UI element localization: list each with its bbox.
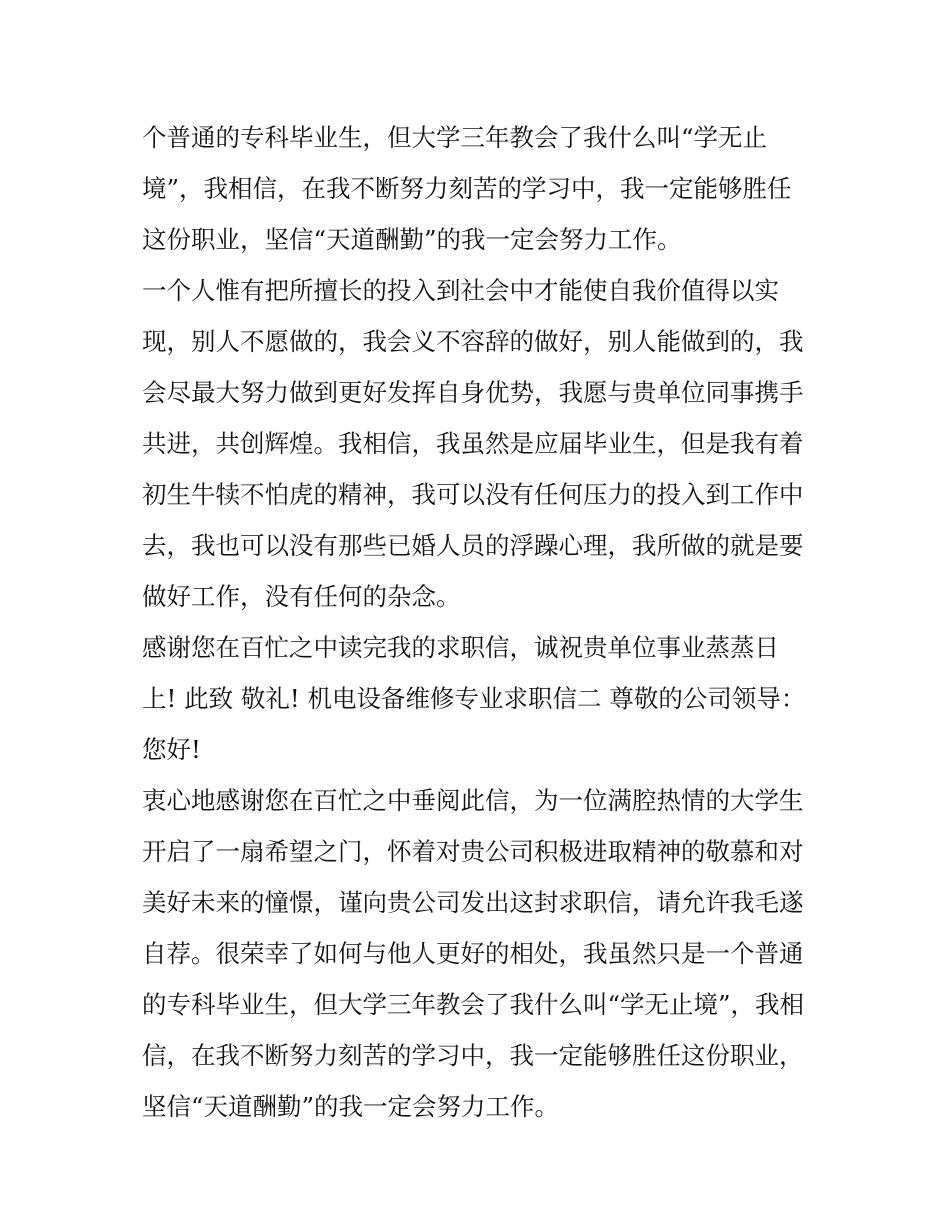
text-line: 初生牛犊不怕虎的精神，我可以没有任何压力的投入到工作中: [142, 480, 804, 509]
letter-body: [142, 112, 822, 1132]
text-line: 衷心地感谢您在百忙之中垂阅此信，为一位满腔热情的大学生: [142, 786, 804, 815]
text-line: 一个人惟有把所擅长的投入到社会中才能使自我价值得以实: [142, 276, 779, 305]
text-line: 美好未来的憧憬，谨向贵公司发出这封求职信，请允许我毛遂: [142, 888, 804, 917]
text-line: 您好!: [142, 735, 201, 764]
text-line: 自荐。很荣幸了如何与他人更好的相处，我虽然只是一个普通: [142, 939, 804, 968]
text-line: 信，在我不断努力刻苦的学习中，我一定能够胜任这份职业，: [142, 1041, 804, 1070]
text-line: 这份职业，坚信“天道酬勤”的我一定会努力工作。: [142, 225, 682, 254]
text-line: 境”，我相信，在我不断努力刻苦的学习中，我一定能够胜任: [142, 174, 792, 203]
text-line: 共进，共创辉煌。我相信，我虽然是应届毕业生，但是我有着: [142, 429, 804, 458]
text-line: 个普通的专科毕业生，但大学三年教会了我什么叫“学无止: [142, 123, 768, 152]
text-line: 会尽最大努力做到更好发挥自身优势，我愿与贵单位同事携手: [142, 378, 804, 407]
text-line: 上! 此致 敬礼! 机电设备维修专业求职信二 尊敬的公司领导：: [142, 684, 806, 713]
text-line: 做好工作，没有任何的杂念。: [142, 582, 461, 611]
text-line: 感谢您在百忙之中读完我的求职信，诚祝贵单位事业蒸蒸日: [142, 633, 779, 662]
text-line: 现，别人不愿做的，我会义不容辞的做好，别人能做到的，我: [142, 327, 804, 356]
text-line: 的专科毕业生，但大学三年教会了我什么叫“学无止境”，我相: [142, 990, 805, 1019]
text-line: 开启了一扇希望之门，怀着对贵公司积极进取精神的敬慕和对: [142, 837, 804, 866]
text-line: 坚信“天道酬勤”的我一定会努力工作。: [142, 1092, 560, 1121]
text-line: 去，我也可以没有那些已婚人员的浮躁心理，我所做的就是要: [142, 531, 804, 560]
